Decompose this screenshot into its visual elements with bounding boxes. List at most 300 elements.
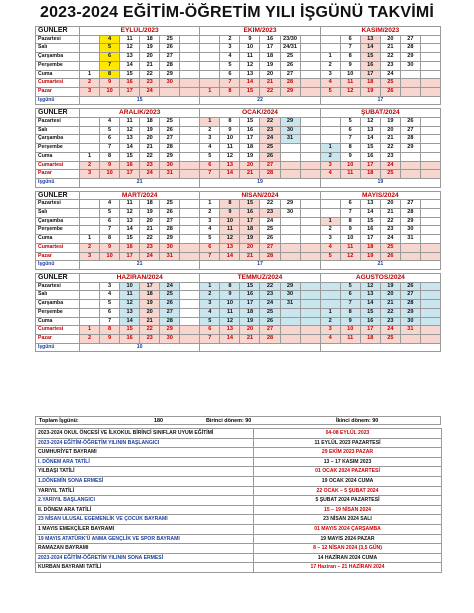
calendar-day: 18 xyxy=(140,35,160,44)
event-name: 2.YARIYIL BAŞLANGICI xyxy=(36,496,254,506)
calendar-day: 8 xyxy=(220,118,240,127)
calendar-day: 1 xyxy=(320,53,340,62)
calendar-day: 30 xyxy=(400,317,420,326)
event-row xyxy=(36,515,442,525)
calendar-day xyxy=(280,161,300,170)
calendar-day xyxy=(200,44,220,53)
day-label: Pazartesi xyxy=(36,35,80,44)
isgunu-label: İşgünü xyxy=(36,96,80,105)
month-header: EKİM/2023 xyxy=(200,27,320,36)
calendar-day: 14 xyxy=(360,209,380,218)
day-label: Pazartesi xyxy=(36,118,80,127)
calendar-day: 10 xyxy=(100,87,120,96)
calendar-day: 20 xyxy=(380,126,400,135)
calendar-day: 8 xyxy=(100,326,120,335)
calendar-day: 12 xyxy=(360,118,380,127)
totals-row xyxy=(35,416,441,425)
calendar-day: 17 xyxy=(360,235,380,244)
calendar-day xyxy=(200,35,220,44)
calendar-day: 7 xyxy=(340,135,360,144)
calendar-day: 22 xyxy=(380,217,400,226)
calendar-day xyxy=(80,44,100,53)
calendar-day: 5 xyxy=(340,118,360,127)
calendar-day: 23 xyxy=(140,243,160,252)
calendar-day: 19 xyxy=(380,282,400,291)
day-label: Pazar xyxy=(36,252,80,261)
day-label: Çarşamba xyxy=(36,135,80,144)
calendar-day: 15 xyxy=(120,235,140,244)
event-row xyxy=(36,496,442,506)
calendar-day: 3 xyxy=(200,135,220,144)
calendar-day xyxy=(280,226,300,235)
isgunu-label: İşgünü xyxy=(36,178,80,187)
calendar-day: 5 xyxy=(100,209,120,218)
calendar-day xyxy=(400,170,420,179)
calendar-day: 18 xyxy=(140,200,160,209)
calendar-day: 9 xyxy=(100,334,120,343)
calendar-day: 28 xyxy=(400,44,420,53)
calendar-day xyxy=(80,217,100,226)
calendar-day: 27 xyxy=(280,70,300,79)
calendar-day: 26 xyxy=(260,317,280,326)
calendar-day xyxy=(300,70,320,79)
event-date: 14 HAZİRAN 2024 CUMA xyxy=(254,553,442,563)
isgunu-label: İşgünü xyxy=(36,261,80,270)
calendar-day: 9 xyxy=(220,209,240,218)
calendar-day: 27 xyxy=(400,126,420,135)
calendar-day: 14 xyxy=(120,226,140,235)
calendar-day: 19 xyxy=(380,118,400,127)
calendar-day xyxy=(280,308,300,317)
calendar-day xyxy=(420,334,440,343)
calendar-day xyxy=(320,35,340,44)
calendar-day: 2 xyxy=(200,291,220,300)
calendar-day xyxy=(180,317,200,326)
calendar-day: 6 xyxy=(100,217,120,226)
calendar-day: 11 xyxy=(120,118,140,127)
calendar-day xyxy=(420,243,440,252)
calendar-day: 30 xyxy=(160,334,180,343)
calendar-day xyxy=(420,61,440,70)
calendar-day: 5 xyxy=(340,282,360,291)
calendar-day xyxy=(180,209,200,218)
calendar-day: 18 xyxy=(140,291,160,300)
day-label: Çarşamba xyxy=(36,217,80,226)
calendar-day: 28 xyxy=(160,144,180,153)
calendar-day: 4 xyxy=(320,243,340,252)
calendar-day xyxy=(400,334,420,343)
calendar-day: 8 xyxy=(340,53,360,62)
calendar-day xyxy=(180,243,200,252)
calendar-day: 21 xyxy=(240,170,260,179)
calendar-day: 8 xyxy=(340,308,360,317)
month-workday-count: 10 xyxy=(80,343,200,352)
calendar-day: 18 xyxy=(360,170,380,179)
calendar-day xyxy=(180,334,200,343)
calendar-day xyxy=(300,170,320,179)
calendar-day: 18 xyxy=(360,243,380,252)
calendar-day: 25 xyxy=(280,53,300,62)
calendar-day xyxy=(180,326,200,335)
calendar-day: 9 xyxy=(340,61,360,70)
event-date: 23 NİSAN 2024 SALI xyxy=(254,515,442,525)
calendar-day: 3 xyxy=(80,252,100,261)
calendar-day xyxy=(300,126,320,135)
calendar-day: 6 xyxy=(340,291,360,300)
gunler-header: GÜNLER xyxy=(36,109,80,118)
calendar-day: 10 xyxy=(340,161,360,170)
calendar-day: 9 xyxy=(100,161,120,170)
calendar-day: 13 xyxy=(360,35,380,44)
calendar-day: 31 xyxy=(160,252,180,261)
calendar-day: 12 xyxy=(340,87,360,96)
calendar-day xyxy=(180,126,200,135)
calendar-day xyxy=(300,35,320,44)
calendar-day: 3 xyxy=(320,161,340,170)
calendar-day: 3 xyxy=(320,235,340,244)
calendar-day: 10 xyxy=(220,217,240,226)
event-name: CUMHURİYET BAYRAMI xyxy=(36,448,254,458)
calendar-day: 3 xyxy=(220,44,240,53)
calendar-day: 30 xyxy=(160,243,180,252)
calendar-day: 8 xyxy=(100,152,120,161)
calendar-day: 12 xyxy=(120,44,140,53)
calendar-day: 17 xyxy=(240,300,260,309)
calendar-day: 4 xyxy=(100,35,120,44)
calendar-day: 5 xyxy=(320,252,340,261)
calendar-day: 25 xyxy=(260,308,280,317)
calendar-day: 13 xyxy=(120,217,140,226)
calendar-day: 21 xyxy=(380,44,400,53)
event-row xyxy=(36,544,442,554)
calendar-day: 14 xyxy=(220,252,240,261)
calendar-day: 18 xyxy=(240,308,260,317)
calendar-day: 17 xyxy=(240,217,260,226)
calendar-day: 1 xyxy=(200,87,220,96)
day-label: Perşembe xyxy=(36,308,80,317)
calendar-day: 27 xyxy=(160,308,180,317)
event-date: 29 EKİM 2023 PAZAR xyxy=(254,448,442,458)
calendar-day: 3 xyxy=(200,300,220,309)
calendar-day: 9 xyxy=(340,317,360,326)
calendar-day: 12 xyxy=(360,282,380,291)
calendar-day xyxy=(400,79,420,88)
calendar-day: 18 xyxy=(360,79,380,88)
calendar-day: 17 xyxy=(120,252,140,261)
calendar-day xyxy=(200,61,220,70)
month-header: OCAK/2024 xyxy=(200,109,320,118)
calendar-day xyxy=(300,87,320,96)
calendar-day: 4 xyxy=(200,226,220,235)
calendar-day: 22 xyxy=(260,200,280,209)
calendar-day: 14 xyxy=(120,61,140,70)
calendar-day xyxy=(320,44,340,53)
calendar-day: 29 xyxy=(400,144,420,153)
calendar-day xyxy=(400,70,420,79)
calendar-day: 31 xyxy=(280,135,300,144)
calendar-day: 7 xyxy=(340,44,360,53)
calendar-day xyxy=(80,118,100,127)
calendar-day xyxy=(400,87,420,96)
calendar-day: 15 xyxy=(360,217,380,226)
calendar-day xyxy=(420,70,440,79)
calendar-day xyxy=(320,209,340,218)
event-row xyxy=(36,486,442,496)
calendar-day: 22 xyxy=(380,308,400,317)
calendar-day: 28 xyxy=(400,209,420,218)
calendar-day: 14 xyxy=(120,144,140,153)
calendar-day: 11 xyxy=(120,35,140,44)
calendar-day: 19 xyxy=(240,152,260,161)
month-header: EYLÜL/2023 xyxy=(80,27,200,36)
calendar-day: 29 xyxy=(160,70,180,79)
calendar-day: 20 xyxy=(260,70,280,79)
calendar-day xyxy=(300,235,320,244)
calendar-day: 23 xyxy=(380,226,400,235)
calendar-day: 21 xyxy=(240,334,260,343)
calendar-day xyxy=(280,317,300,326)
calendar-day xyxy=(300,282,320,291)
calendar-day: 24 xyxy=(160,282,180,291)
calendar-day: 20 xyxy=(140,53,160,62)
calendar-day xyxy=(420,217,440,226)
event-row xyxy=(36,448,442,458)
calendar-day: 5 xyxy=(100,126,120,135)
calendar-day xyxy=(300,243,320,252)
month-header: KASIM/2023 xyxy=(320,27,440,36)
calendar-day: 28 xyxy=(260,252,280,261)
calendar-day xyxy=(300,61,320,70)
calendar-day: 14 xyxy=(120,317,140,326)
calendar-day xyxy=(180,300,200,309)
calendar-day: 21 xyxy=(380,300,400,309)
calendar-day: 16 xyxy=(260,35,280,44)
calendar-day: 13 xyxy=(240,70,260,79)
calendar-day: 21 xyxy=(260,79,280,88)
calendar-day: 26 xyxy=(260,152,280,161)
calendar-day xyxy=(180,44,200,53)
calendar-day xyxy=(80,308,100,317)
calendar-day xyxy=(180,235,200,244)
calendar-day: 27 xyxy=(160,135,180,144)
calendar-day: 1 xyxy=(320,308,340,317)
calendar-day: 27 xyxy=(400,35,420,44)
calendar-day xyxy=(80,291,100,300)
calendar-day: 22 xyxy=(260,87,280,96)
calendar-day: 29 xyxy=(160,326,180,335)
calendar-day xyxy=(300,217,320,226)
calendar-day xyxy=(300,300,320,309)
calendar-day: 30 xyxy=(400,61,420,70)
calendar-day: 7 xyxy=(100,317,120,326)
calendar-day xyxy=(300,144,320,153)
calendar-day: 3 xyxy=(80,170,100,179)
calendar-day xyxy=(280,334,300,343)
calendar-day: 6 xyxy=(220,70,240,79)
calendar-day: 12 xyxy=(220,317,240,326)
calendar-day: 5 xyxy=(200,317,220,326)
calendar-day xyxy=(320,291,340,300)
event-name: II. DÖNEM ARA TATİLİ xyxy=(36,505,254,515)
calendar-day: 19 xyxy=(140,300,160,309)
calendar-day: 29 xyxy=(400,308,420,317)
calendar-day: 1 xyxy=(200,282,220,291)
calendar-day xyxy=(80,61,100,70)
calendar-day xyxy=(180,87,200,96)
calendar-day: 17 xyxy=(360,326,380,335)
calendar-day: 13 xyxy=(120,53,140,62)
calendar-day: 18 xyxy=(260,53,280,62)
calendar-day: 19 xyxy=(140,44,160,53)
calendar-day: 29 xyxy=(280,282,300,291)
calendar-day: 29 xyxy=(280,118,300,127)
calendar-day xyxy=(80,300,100,309)
calendar-day xyxy=(420,53,440,62)
calendar-day: 6 xyxy=(340,126,360,135)
calendar-day xyxy=(400,243,420,252)
calendar-day: 24 xyxy=(380,326,400,335)
calendar-day: 2 xyxy=(80,161,100,170)
calendar-day: 30 xyxy=(280,291,300,300)
calendar-day: 24 xyxy=(140,170,160,179)
event-name: 2023-2024 EĞİTİM-ÖĞRETİM YILININ SONA ERMESİ xyxy=(36,553,254,563)
calendar-day: 5 xyxy=(100,44,120,53)
calendar-day xyxy=(320,282,340,291)
calendar-day xyxy=(320,200,340,209)
calendar-day: 19 xyxy=(240,317,260,326)
event-date: 01 MAYIS 2024 ÇARŞAMBA xyxy=(254,524,442,534)
calendar-day: 15 xyxy=(240,118,260,127)
calendar-day xyxy=(400,161,420,170)
calendar-day: 2 xyxy=(320,226,340,235)
calendar-day xyxy=(180,35,200,44)
calendar-day: 27 xyxy=(260,326,280,335)
calendar-day: 8 xyxy=(100,235,120,244)
calendar-day xyxy=(80,53,100,62)
event-row xyxy=(36,553,442,563)
calendar-day: 20 xyxy=(240,326,260,335)
event-name: 1.DÖNEMİN SONA ERMESİ xyxy=(36,476,254,486)
calendar-day: 12 xyxy=(220,152,240,161)
page-title: 2023-2024 EĞİTİM-ÖĞRETİM YILI İŞGÜNÜ TAKVİMİ xyxy=(39,4,435,21)
calendar-day: 2 xyxy=(200,126,220,135)
calendar-day xyxy=(280,235,300,244)
calendar-day: 24/31 xyxy=(280,44,300,53)
calendar-day: 31 xyxy=(400,235,420,244)
calendar-day: 24 xyxy=(260,217,280,226)
calendar-day: 16 xyxy=(360,61,380,70)
calendar-day: 9 xyxy=(240,35,260,44)
calendar-day: 3 xyxy=(100,282,120,291)
calendar-day: 26 xyxy=(280,61,300,70)
calendar-day xyxy=(280,326,300,335)
calendar-day xyxy=(80,317,100,326)
calendar-day: 20 xyxy=(380,200,400,209)
calendar-day: 24 xyxy=(260,135,280,144)
calendar-day: 23 xyxy=(260,209,280,218)
calendar-day xyxy=(420,87,440,96)
calendar-day: 22 xyxy=(260,282,280,291)
calendar-day: 3 xyxy=(200,217,220,226)
calendar-day: 2 xyxy=(320,152,340,161)
calendar-day xyxy=(300,161,320,170)
calendar-day: 6 xyxy=(200,243,220,252)
calendar-day: 23 xyxy=(380,61,400,70)
calendar-day: 28 xyxy=(400,135,420,144)
calendar-day: 28 xyxy=(260,334,280,343)
calendar-day xyxy=(420,44,440,53)
calendar-day: 11 xyxy=(340,334,360,343)
calendar-day: 20 xyxy=(380,291,400,300)
day-label: Cuma xyxy=(36,152,80,161)
calendar-day: 4 xyxy=(220,53,240,62)
calendar-day: 24 xyxy=(380,235,400,244)
calendar-day xyxy=(320,126,340,135)
calendar-day: 16 xyxy=(240,209,260,218)
event-name: 2023-2024 OKUL ÖNCESİ VE İLKOKUL BİRİNCİ SINIFLAR UYUM EĞİTİMİ xyxy=(36,429,254,439)
calendar-day: 11 xyxy=(120,291,140,300)
calendar-day xyxy=(300,152,320,161)
calendar-day xyxy=(420,226,440,235)
calendar-day: 9 xyxy=(220,126,240,135)
calendar-day: 12 xyxy=(120,209,140,218)
events-table xyxy=(35,428,442,573)
month-header: MAYIS/2024 xyxy=(320,191,440,200)
calendar-day xyxy=(80,282,100,291)
calendar-day xyxy=(280,152,300,161)
calendar-day: 4 xyxy=(320,79,340,88)
month-workday-count: 19 xyxy=(200,178,320,187)
calendar-day: 4 xyxy=(100,200,120,209)
calendar-day: 31 xyxy=(400,326,420,335)
calendar-day: 7 xyxy=(200,334,220,343)
calendar-day xyxy=(300,326,320,335)
month-workday-count xyxy=(200,343,320,352)
calendar-day: 15 xyxy=(360,144,380,153)
calendar-day: 26 xyxy=(400,118,420,127)
calendar-day: 26 xyxy=(400,282,420,291)
calendar-day: 23 xyxy=(260,126,280,135)
calendar-day: 21 xyxy=(140,317,160,326)
calendar-day: 29 xyxy=(400,53,420,62)
calendar-day: 26 xyxy=(160,126,180,135)
month-header: AĞUSTOS/2024 xyxy=(320,273,440,282)
calendar-day: 6 xyxy=(340,200,360,209)
calendar-day xyxy=(180,79,200,88)
calendar-day: 6 xyxy=(200,161,220,170)
calendar-day: 11 xyxy=(220,308,240,317)
calendar-day: 6 xyxy=(100,53,120,62)
calendar-day: 9 xyxy=(340,226,360,235)
calendar-day xyxy=(300,308,320,317)
calendar-day: 15 xyxy=(360,308,380,317)
day-label: Çarşamba xyxy=(36,53,80,62)
second-term-total: İkinci dönem: 90 xyxy=(336,418,379,424)
calendar-day xyxy=(180,135,200,144)
calendar-day xyxy=(180,308,200,317)
calendar-day: 23 xyxy=(140,334,160,343)
calendar-day: 29 xyxy=(280,87,300,96)
day-label: Cumartesi xyxy=(36,243,80,252)
calendar-day: 8 xyxy=(340,144,360,153)
calendar-day: 10 xyxy=(220,135,240,144)
event-row xyxy=(36,505,442,515)
calendar-day: 30 xyxy=(160,161,180,170)
calendar-day: 26 xyxy=(380,252,400,261)
calendar-day: 7 xyxy=(100,226,120,235)
calendar-day: 28 xyxy=(160,61,180,70)
event-date: 11 EYLÜL 2023 PAZARTESİ xyxy=(254,438,442,448)
